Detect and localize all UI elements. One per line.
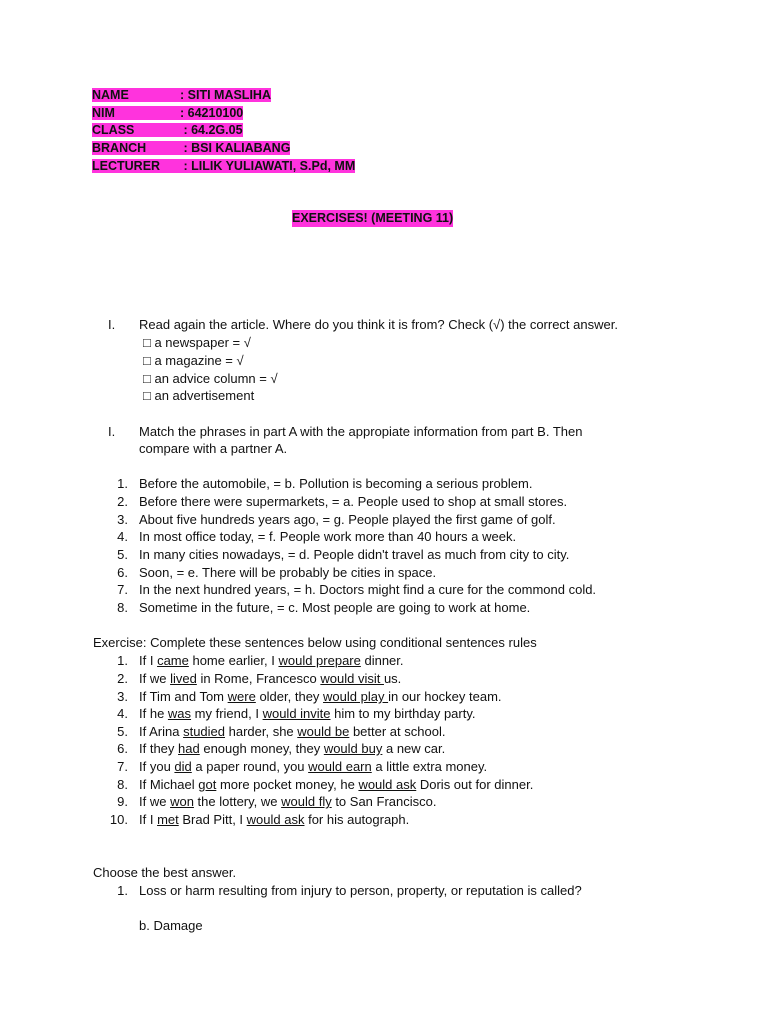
list-item: If they had enough money, they would buy a new car. [139,741,446,756]
option-advice-column: □ an advice column = √ [143,371,278,386]
list-item-number: 2. [117,494,128,509]
modal-answer: would invite [262,706,331,721]
list-item-number: 8. [117,600,128,615]
lecturer-row [92,158,355,176]
lecturer-label: LECTURER [92,158,161,173]
answer-text: b. Damage [139,918,203,933]
list-item-number: 6. [117,741,128,756]
list-item: If we lived in Rome, Francesco would visit us. [139,671,402,686]
list-item-number: 4. [117,529,128,544]
section2-marker: I. [108,424,116,439]
list-item: Before the automobile, = b. Pollution is becoming a serious problem. [139,476,533,491]
verb-answer: got [198,777,217,792]
modal-answer: would ask [246,812,305,827]
name-label: NAME [92,88,129,102]
list-item: Soon, = e. There will be probably be cities in space. [139,565,437,580]
list-item-number: 10. [109,812,128,827]
class-value: : 64.2G.05 [180,123,243,138]
modal-answer: would earn [308,759,372,774]
nim-value: : 64210100 [180,105,244,120]
modal-answer: would be [297,724,350,739]
modal-answer: would buy [323,741,383,756]
section2-prompt-line2: compare with a partner A. [139,441,288,456]
list-item: In the next hundred years, = h. Doctors might find a cure for the commond cold. [139,582,597,597]
list-item: If I came home earlier, I would prepare dinner. [139,653,404,668]
list-item: If we won the lottery, we would fly to San Francisco. [139,794,437,809]
question-number: 1. [117,883,128,898]
list-item-number: 1. [117,653,128,668]
name-row [92,87,355,105]
list-item-number: 2. [117,671,128,686]
modal-answer: would visit [320,671,384,686]
verb-answer: had [178,741,200,756]
branch-row [92,140,355,158]
list-item: If you did a paper round, you would earn a little extra money. [139,759,488,774]
list-item: In most office today, = f. People work more than 40 hours a week. [139,529,517,544]
list-item-number: 3. [117,512,128,527]
modal-answer: would ask [358,777,417,792]
branch-label: BRANCH [92,141,147,156]
option-newspaper: □ a newspaper = √ [143,335,251,350]
list-item-number: 7. [117,759,128,774]
page-title: EXERCISES! (MEETING 11) [292,211,454,225]
list-item-number: 7. [117,582,128,597]
list-item: If Arina studied harder, she would be better at school. [139,724,446,739]
question-text: Loss or harm resulting from injury to person, property, or reputation is called? [139,883,582,898]
list-item-number: 4. [117,706,128,721]
list-item-number: 5. [117,724,128,739]
modal-answer: would fly [281,794,332,809]
name-value: : SITI MASLIHA [180,88,271,102]
verb-answer: was [167,706,192,721]
list-item-number: 1. [117,476,128,491]
verb-answer: studied [183,724,225,739]
list-item: About five hundreds years ago, = g. People played the first game of golf. [139,512,556,527]
verb-answer: lived [170,671,197,686]
list-item: Before there were supermarkets, = a. People used to shop at small stores. [139,494,568,509]
student-info-block [92,87,355,175]
verb-answer: won [170,794,194,809]
list-item: If he was my friend, I would invite him to my birthday party. [139,706,476,721]
option-advertisement: □ an advertisement [143,388,255,403]
list-item: In many cities nowadays, = d. People didn't travel as much from city to city. [139,547,570,562]
list-item-number: 6. [117,565,128,580]
section3-heading: Exercise: Complete these sentences below using conditional sentences rules [93,635,537,650]
modal-answer: would play [323,689,389,704]
list-item: If I met Brad Pitt, I would ask for his autograph. [139,812,410,827]
nim-label: NIM [92,105,115,120]
branch-value: : BSI KALIABANG [180,141,291,156]
class-label: CLASS [92,123,135,138]
list-item: If Tim and Tom were older, they would play in our hockey team. [139,689,502,704]
section1-prompt: Read again the article. Where do you think it is from? Check (√) the correct answer. [139,317,618,332]
section2-prompt-line1: Match the phrases in part A with the appropiate information from part B. Then [139,424,583,439]
section1-marker: I. [108,317,116,332]
verb-answer: came [157,653,189,668]
list-item-number: 5. [117,547,128,562]
verb-answer: did [174,759,192,774]
verb-answer: met [157,812,179,827]
list-item: Sometime in the future, = c. Most people are going to work at home. [139,600,531,615]
modal-answer: would prepare [278,653,361,668]
nim-row [92,105,355,123]
list-item-number: 8. [117,777,128,792]
list-item-number: 9. [117,794,128,809]
list-item: If Michael got more pocket money, he would ask Doris out for dinner. [139,777,534,792]
section4-heading: Choose the best answer. [93,865,237,880]
option-magazine: □ a magazine = √ [143,353,244,368]
list-item-number: 3. [117,689,128,704]
lecturer-value: : LILIK YULIAWATI, S.Pd, MM [180,158,356,173]
class-row [92,122,355,140]
verb-answer: were [227,689,256,704]
